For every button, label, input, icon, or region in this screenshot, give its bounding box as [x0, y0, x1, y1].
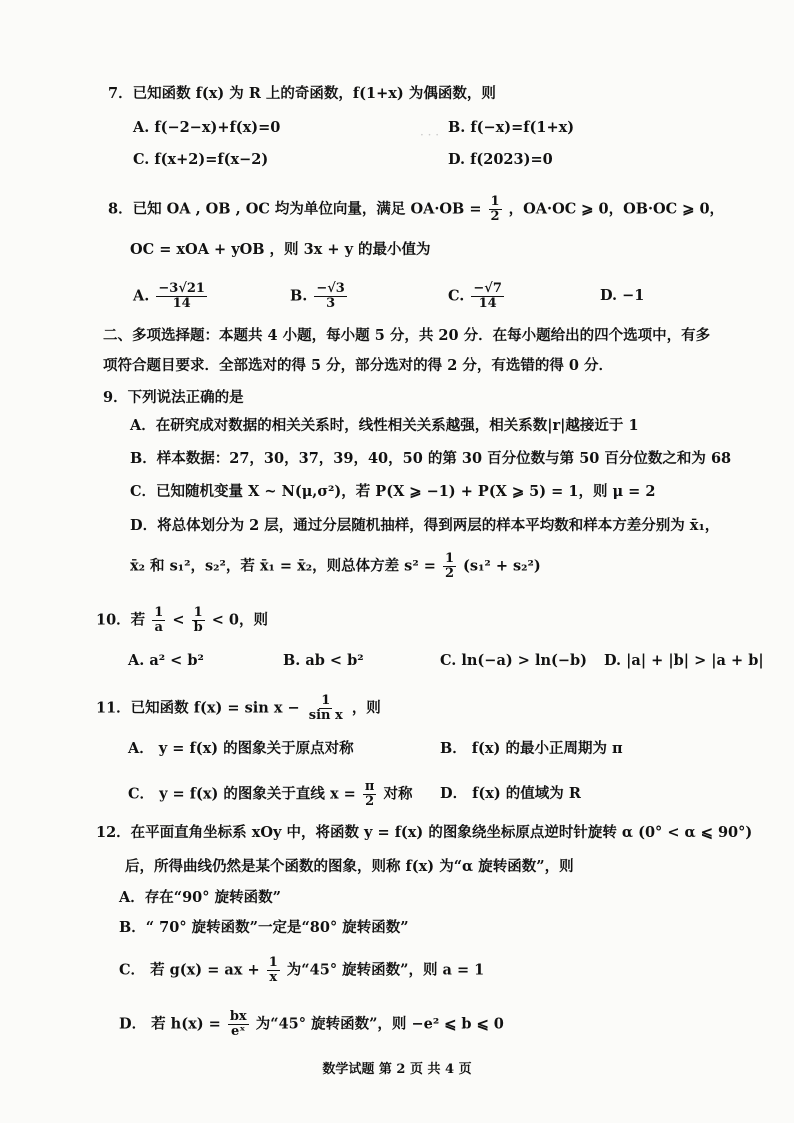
- q12-c-part-a: C． 若 g(x) = ax +: [119, 961, 260, 979]
- frac-numerator: 1: [321, 693, 331, 708]
- frac-numerator: −3√21: [158, 281, 205, 296]
- q7-stem: 7．已知函数 f(x) 为 R 上的奇函数，f(1+x) 为偶函数，则: [108, 85, 496, 102]
- q12-option-a: A．存在“90° 旋转函数”: [119, 889, 281, 906]
- q8-option-d: D. −1: [600, 287, 645, 304]
- frac-numerator: −√3: [316, 281, 345, 296]
- frac-denominator: sin x: [308, 708, 343, 723]
- q8-stem-part-b: ，OA·OC ⩾ 0，OB·OC ⩾ 0，: [508, 200, 725, 218]
- q10-option-d: D. |a| + |b| > |a + b|: [604, 652, 764, 669]
- q12-option-c: [119, 956, 484, 985]
- frac-numerator: bx: [229, 1009, 247, 1024]
- q11-option-a: A． y = f(x) 的图象关于原点对称: [128, 740, 354, 757]
- q9-d-part-b: (s₁² + s₂²): [463, 557, 541, 575]
- frac-numerator: 1: [193, 605, 203, 620]
- q8-option-b: [290, 282, 349, 311]
- frac-denominator: 2: [444, 566, 454, 581]
- frac-numerator: 1: [444, 551, 454, 566]
- q8-stem-part-a: 8．已知 OA , OB , OC 均为单位向量，满足 OA·OB =: [108, 200, 482, 218]
- q12-c-part-b: 为“45° 旋转函数”，则 a = 1: [286, 961, 485, 979]
- section2-line2: 项符合题目要求．全部选对的得 5 分，部分选对的得 2 分，有选错的得 0 分．: [103, 357, 614, 374]
- q7-option-b: B. f(−x)=f(1+x): [448, 119, 575, 136]
- q8-b-fraction: [314, 282, 346, 311]
- frac-denominator: 14: [172, 296, 191, 311]
- q10-option-c: C. ln(−a) > ln(−b): [440, 652, 588, 669]
- q12-stem-line2: 后，所得曲线仍然是某个函数的图象，则称 f(x) 为“α 旋转函数”，则: [125, 858, 574, 875]
- q7-option-c: C. f(x+2)=f(x−2): [133, 151, 269, 168]
- q8-a-label: A.: [133, 287, 150, 305]
- q9-option-d-line1: D．将总体划分为 2 层，通过分层随机抽样，得到两层的样本平均数和样本方差分别为 x̄₁，: [130, 517, 720, 534]
- q8-option-a: [133, 282, 209, 311]
- q10-stem: [96, 606, 268, 635]
- frac-numerator: π: [364, 779, 375, 794]
- q7-option-d: D. f(2023)=0: [448, 151, 553, 168]
- q9-option-d-line2: [130, 552, 541, 581]
- q12-option-b: B．“ 70° 旋转函数”一定是“80° 旋转函数”: [119, 919, 409, 936]
- q9-option-b: B．样本数据：27，30，37，39，40，50 的第 30 百分位数与第 50 百分位数之和为 68: [130, 450, 732, 467]
- page-footer: 数学试题 第 2 页 共 4 页: [322, 1062, 472, 1077]
- q10-fraction-1-over-b: [192, 606, 205, 635]
- q8-stem-line2: OC = xOA + yOB ，则 3x + y 的最小值为: [130, 241, 431, 258]
- q11-c-part-b: 对称: [383, 785, 413, 803]
- frac-numerator: 1: [154, 605, 164, 620]
- q11-stem-part-a: 11．已知函数 f(x) = sin x −: [96, 699, 300, 717]
- q11-fraction: [307, 694, 345, 723]
- frac-denominator: 14: [478, 296, 497, 311]
- q9-option-c: C．已知随机变量 X ~ N(μ,σ²)，若 P(X ⩾ −1) + P(X ⩾ 5) = 1，则 μ = 2: [130, 483, 656, 500]
- frac-numerator: 1: [490, 194, 500, 209]
- q11-option-b: B． f(x) 的最小正周期为 π: [440, 740, 623, 757]
- q9-d-fraction: [443, 552, 456, 581]
- q10-stem-part-b: < 0，则: [211, 611, 269, 629]
- q11-c-fraction: [363, 780, 377, 809]
- frac-denominator: 3: [326, 296, 336, 311]
- q12-d-fraction: [228, 1010, 249, 1039]
- q12-stem-line1: 12．在平面直角坐标系 xOy 中，将函数 y = f(x) 的图象绕坐标原点逆时针旋转 α (0° < α ⩽ 90°): [96, 824, 753, 841]
- q10-fraction-1-over-a: [152, 606, 165, 635]
- q11-c-part-a: C． y = f(x) 的图象关于直线 x =: [128, 785, 356, 803]
- q12-c-fraction: [267, 956, 280, 985]
- frac-denominator: 2: [490, 209, 500, 224]
- q9-d-part-a: x̄₂ 和 s₁²，s₂²，若 x̄₁ = x̄₂，则总体方差 s² =: [130, 557, 436, 575]
- frac-numerator: −√7: [473, 281, 502, 296]
- frac-denominator: eˣ: [231, 1024, 246, 1039]
- q11-stem: [96, 694, 381, 723]
- frac-denominator: a: [154, 620, 163, 635]
- q11-option-c: [128, 780, 412, 809]
- q12-d-part-b: 为“45° 旋转函数”，则 −e² ⩽ b ⩽ 0: [255, 1015, 504, 1033]
- q8-stem: [108, 195, 724, 224]
- q9-stem: 9．下列说法正确的是: [103, 389, 244, 406]
- q8-a-fraction: [156, 282, 207, 311]
- q10-option-b: B. ab < b²: [283, 652, 364, 669]
- q8-option-c: [448, 282, 506, 311]
- bleed-through: · · ·: [420, 128, 440, 142]
- frac-denominator: x: [269, 970, 278, 985]
- frac-denominator: 2: [365, 794, 375, 809]
- section2-line1: 二、多项选择题：本题共 4 小题，每小题 5 分，共 20 分．在每小题给出的四个选项中，有多: [103, 327, 711, 344]
- frac-denominator: b: [193, 620, 203, 635]
- q10-option-a: A. a² < b²: [128, 652, 204, 669]
- q8-b-label: B.: [290, 287, 308, 305]
- q10-stem-part-a: 10．若: [96, 611, 146, 629]
- q8-c-label: C.: [448, 287, 465, 305]
- frac-numerator: 1: [268, 955, 278, 970]
- q10-less-than: <: [172, 611, 185, 629]
- q11-option-d: D． f(x) 的值域为 R: [440, 785, 581, 802]
- q9-option-a: A．在研究成对数据的相关关系时，线性相关关系越强，相关系数|r|越接近于 1: [130, 417, 639, 434]
- q11-stem-part-b: ，则: [351, 699, 381, 717]
- q12-option-d: [119, 1010, 504, 1039]
- q8-c-fraction: [471, 282, 503, 311]
- q8-half-fraction: [489, 195, 502, 224]
- q12-d-part-a: D． 若 h(x) =: [119, 1015, 221, 1033]
- q7-option-a: A. f(−2−x)+f(x)=0: [133, 119, 281, 136]
